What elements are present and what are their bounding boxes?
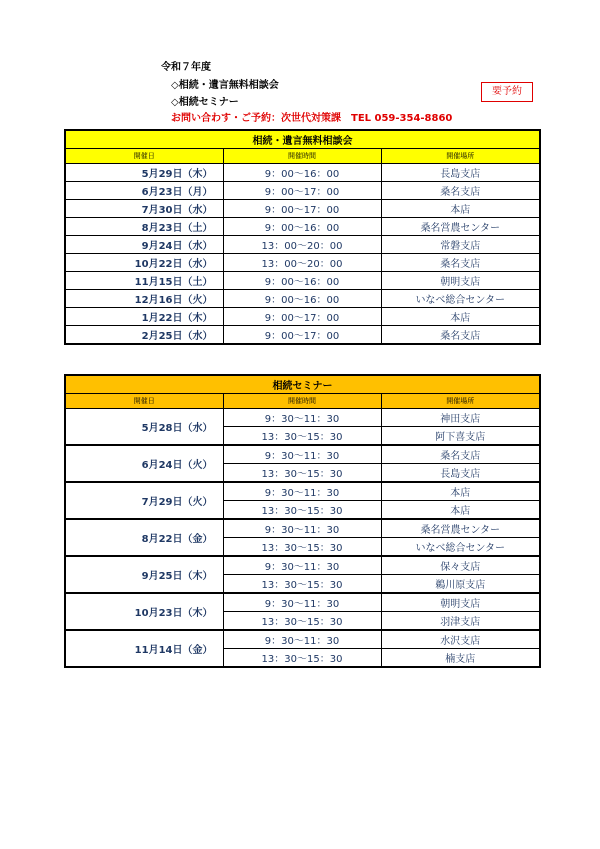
row-time: 9：30～11：30 bbox=[223, 519, 381, 538]
row-time: 13：30～15：30 bbox=[223, 427, 381, 446]
seminar-table-title: 相続セミナー bbox=[65, 375, 540, 394]
row-place: いなべ総合センター bbox=[381, 538, 540, 557]
fiscal-year-heading: 令和７年度 bbox=[161, 62, 211, 73]
column-header-time: 開催時間 bbox=[223, 394, 381, 409]
row-time: 9：00～17：00 bbox=[223, 182, 381, 200]
row-time: 9：30～11：30 bbox=[223, 409, 381, 427]
row-time: 9：30～11：30 bbox=[223, 593, 381, 612]
table-row bbox=[65, 200, 540, 218]
row-date: 10月23日（木） bbox=[65, 593, 223, 630]
row-time: 13：30～15：30 bbox=[223, 464, 381, 483]
row-place: 長島支店 bbox=[381, 464, 540, 483]
row-place: 本店 bbox=[381, 200, 540, 218]
row-date: 10月22日（水） bbox=[65, 254, 223, 272]
row-date: 6月24日（火） bbox=[65, 445, 223, 482]
row-place: 桑名支店 bbox=[381, 182, 540, 200]
row-place: 桑名営農センター bbox=[381, 519, 540, 538]
column-header-date: 開催日 bbox=[65, 394, 223, 409]
row-date: 9月25日（木） bbox=[65, 556, 223, 593]
row-place: 保々支店 bbox=[381, 556, 540, 575]
row-place: 朝明支店 bbox=[381, 272, 540, 290]
row-place: 常磐支店 bbox=[381, 236, 540, 254]
row-place: 神田支店 bbox=[381, 409, 540, 427]
row-time: 9：30～11：30 bbox=[223, 482, 381, 501]
seminar-table-body bbox=[65, 409, 540, 668]
column-header-date: 開催日 bbox=[65, 149, 223, 164]
row-time: 13：00～20：00 bbox=[223, 236, 381, 254]
row-time: 9：00～16：00 bbox=[223, 272, 381, 290]
seminar-heading: ◇相続セミナー bbox=[171, 97, 239, 108]
row-date: 9月24日（水） bbox=[65, 236, 223, 254]
row-time: 9：00～16：00 bbox=[223, 290, 381, 308]
table-row bbox=[65, 409, 540, 427]
row-place: 本店 bbox=[381, 482, 540, 501]
row-time: 13：30～15：30 bbox=[223, 612, 381, 631]
row-place: 朝明支店 bbox=[381, 593, 540, 612]
table-row bbox=[65, 218, 540, 236]
table-row bbox=[65, 290, 540, 308]
row-place: 桑名支店 bbox=[381, 326, 540, 345]
column-header-time: 開催時間 bbox=[223, 149, 381, 164]
row-time: 9：00～17：00 bbox=[223, 326, 381, 345]
row-time: 9：30～11：30 bbox=[223, 556, 381, 575]
row-place: 桑名支店 bbox=[381, 254, 540, 272]
row-date: 8月22日（金） bbox=[65, 519, 223, 556]
table-row bbox=[65, 519, 540, 538]
table-row bbox=[65, 254, 540, 272]
row-time: 9：00～17：00 bbox=[223, 308, 381, 326]
row-place: 水沢支店 bbox=[381, 630, 540, 649]
row-time: 9：30～11：30 bbox=[223, 445, 381, 464]
table-row bbox=[65, 164, 540, 182]
table-row bbox=[65, 556, 540, 575]
row-date: 5月29日（木） bbox=[65, 164, 223, 182]
row-place: 阿下喜支店 bbox=[381, 427, 540, 446]
consultation-heading: ◇相続・遺言無料相談会 bbox=[171, 80, 279, 91]
row-date: 1月22日（木） bbox=[65, 308, 223, 326]
row-place: いなべ総合センター bbox=[381, 290, 540, 308]
row-place: 本店 bbox=[381, 501, 540, 520]
row-place: 桑名営農センター bbox=[381, 218, 540, 236]
column-header-place: 開催場所 bbox=[381, 394, 540, 409]
row-time: 13：30～15：30 bbox=[223, 501, 381, 520]
table-row bbox=[65, 272, 540, 290]
row-date: 7月30日（水） bbox=[65, 200, 223, 218]
row-date: 5月28日（水） bbox=[65, 409, 223, 446]
row-time: 9：30～11：30 bbox=[223, 630, 381, 649]
row-place: 桑名支店 bbox=[381, 445, 540, 464]
table-row bbox=[65, 593, 540, 612]
row-place: 鵜川原支店 bbox=[381, 575, 540, 594]
row-date: 11月15日（土） bbox=[65, 272, 223, 290]
row-date: 2月25日（水） bbox=[65, 326, 223, 345]
consultation-table-title: 相続・遺言無料相談会 bbox=[65, 130, 540, 149]
table-row bbox=[65, 308, 540, 326]
consultation-table bbox=[64, 129, 541, 345]
row-date: 7月29日（火） bbox=[65, 482, 223, 519]
row-place: 楠支店 bbox=[381, 649, 540, 668]
table-row bbox=[65, 445, 540, 464]
contact-info: お問い合わす・ご予約：次世代対策課 TEL 059-354-8860 bbox=[171, 113, 453, 124]
column-header-place: 開催場所 bbox=[381, 149, 540, 164]
row-time: 13：00～20：00 bbox=[223, 254, 381, 272]
table-row bbox=[65, 326, 540, 345]
row-date: 12月16日（火） bbox=[65, 290, 223, 308]
row-place: 羽津支店 bbox=[381, 612, 540, 631]
table-row bbox=[65, 630, 540, 649]
row-time: 13：30～15：30 bbox=[223, 649, 381, 668]
row-date: 8月23日（土） bbox=[65, 218, 223, 236]
table-row bbox=[65, 236, 540, 254]
row-place: 本店 bbox=[381, 308, 540, 326]
table-row bbox=[65, 482, 540, 501]
row-time: 9：00～16：00 bbox=[223, 164, 381, 182]
row-time: 9：00～16：00 bbox=[223, 218, 381, 236]
consultation-table-body bbox=[65, 164, 540, 345]
reservation-required-badge: 要予約 bbox=[481, 82, 533, 102]
row-time: 13：30～15：30 bbox=[223, 538, 381, 557]
row-date: 11月14日（金） bbox=[65, 630, 223, 667]
row-time: 13：30～15：30 bbox=[223, 575, 381, 594]
seminar-table bbox=[64, 374, 541, 668]
table-row bbox=[65, 182, 540, 200]
row-date: 6月23日（月） bbox=[65, 182, 223, 200]
row-place: 長島支店 bbox=[381, 164, 540, 182]
row-time: 9：00～17：00 bbox=[223, 200, 381, 218]
